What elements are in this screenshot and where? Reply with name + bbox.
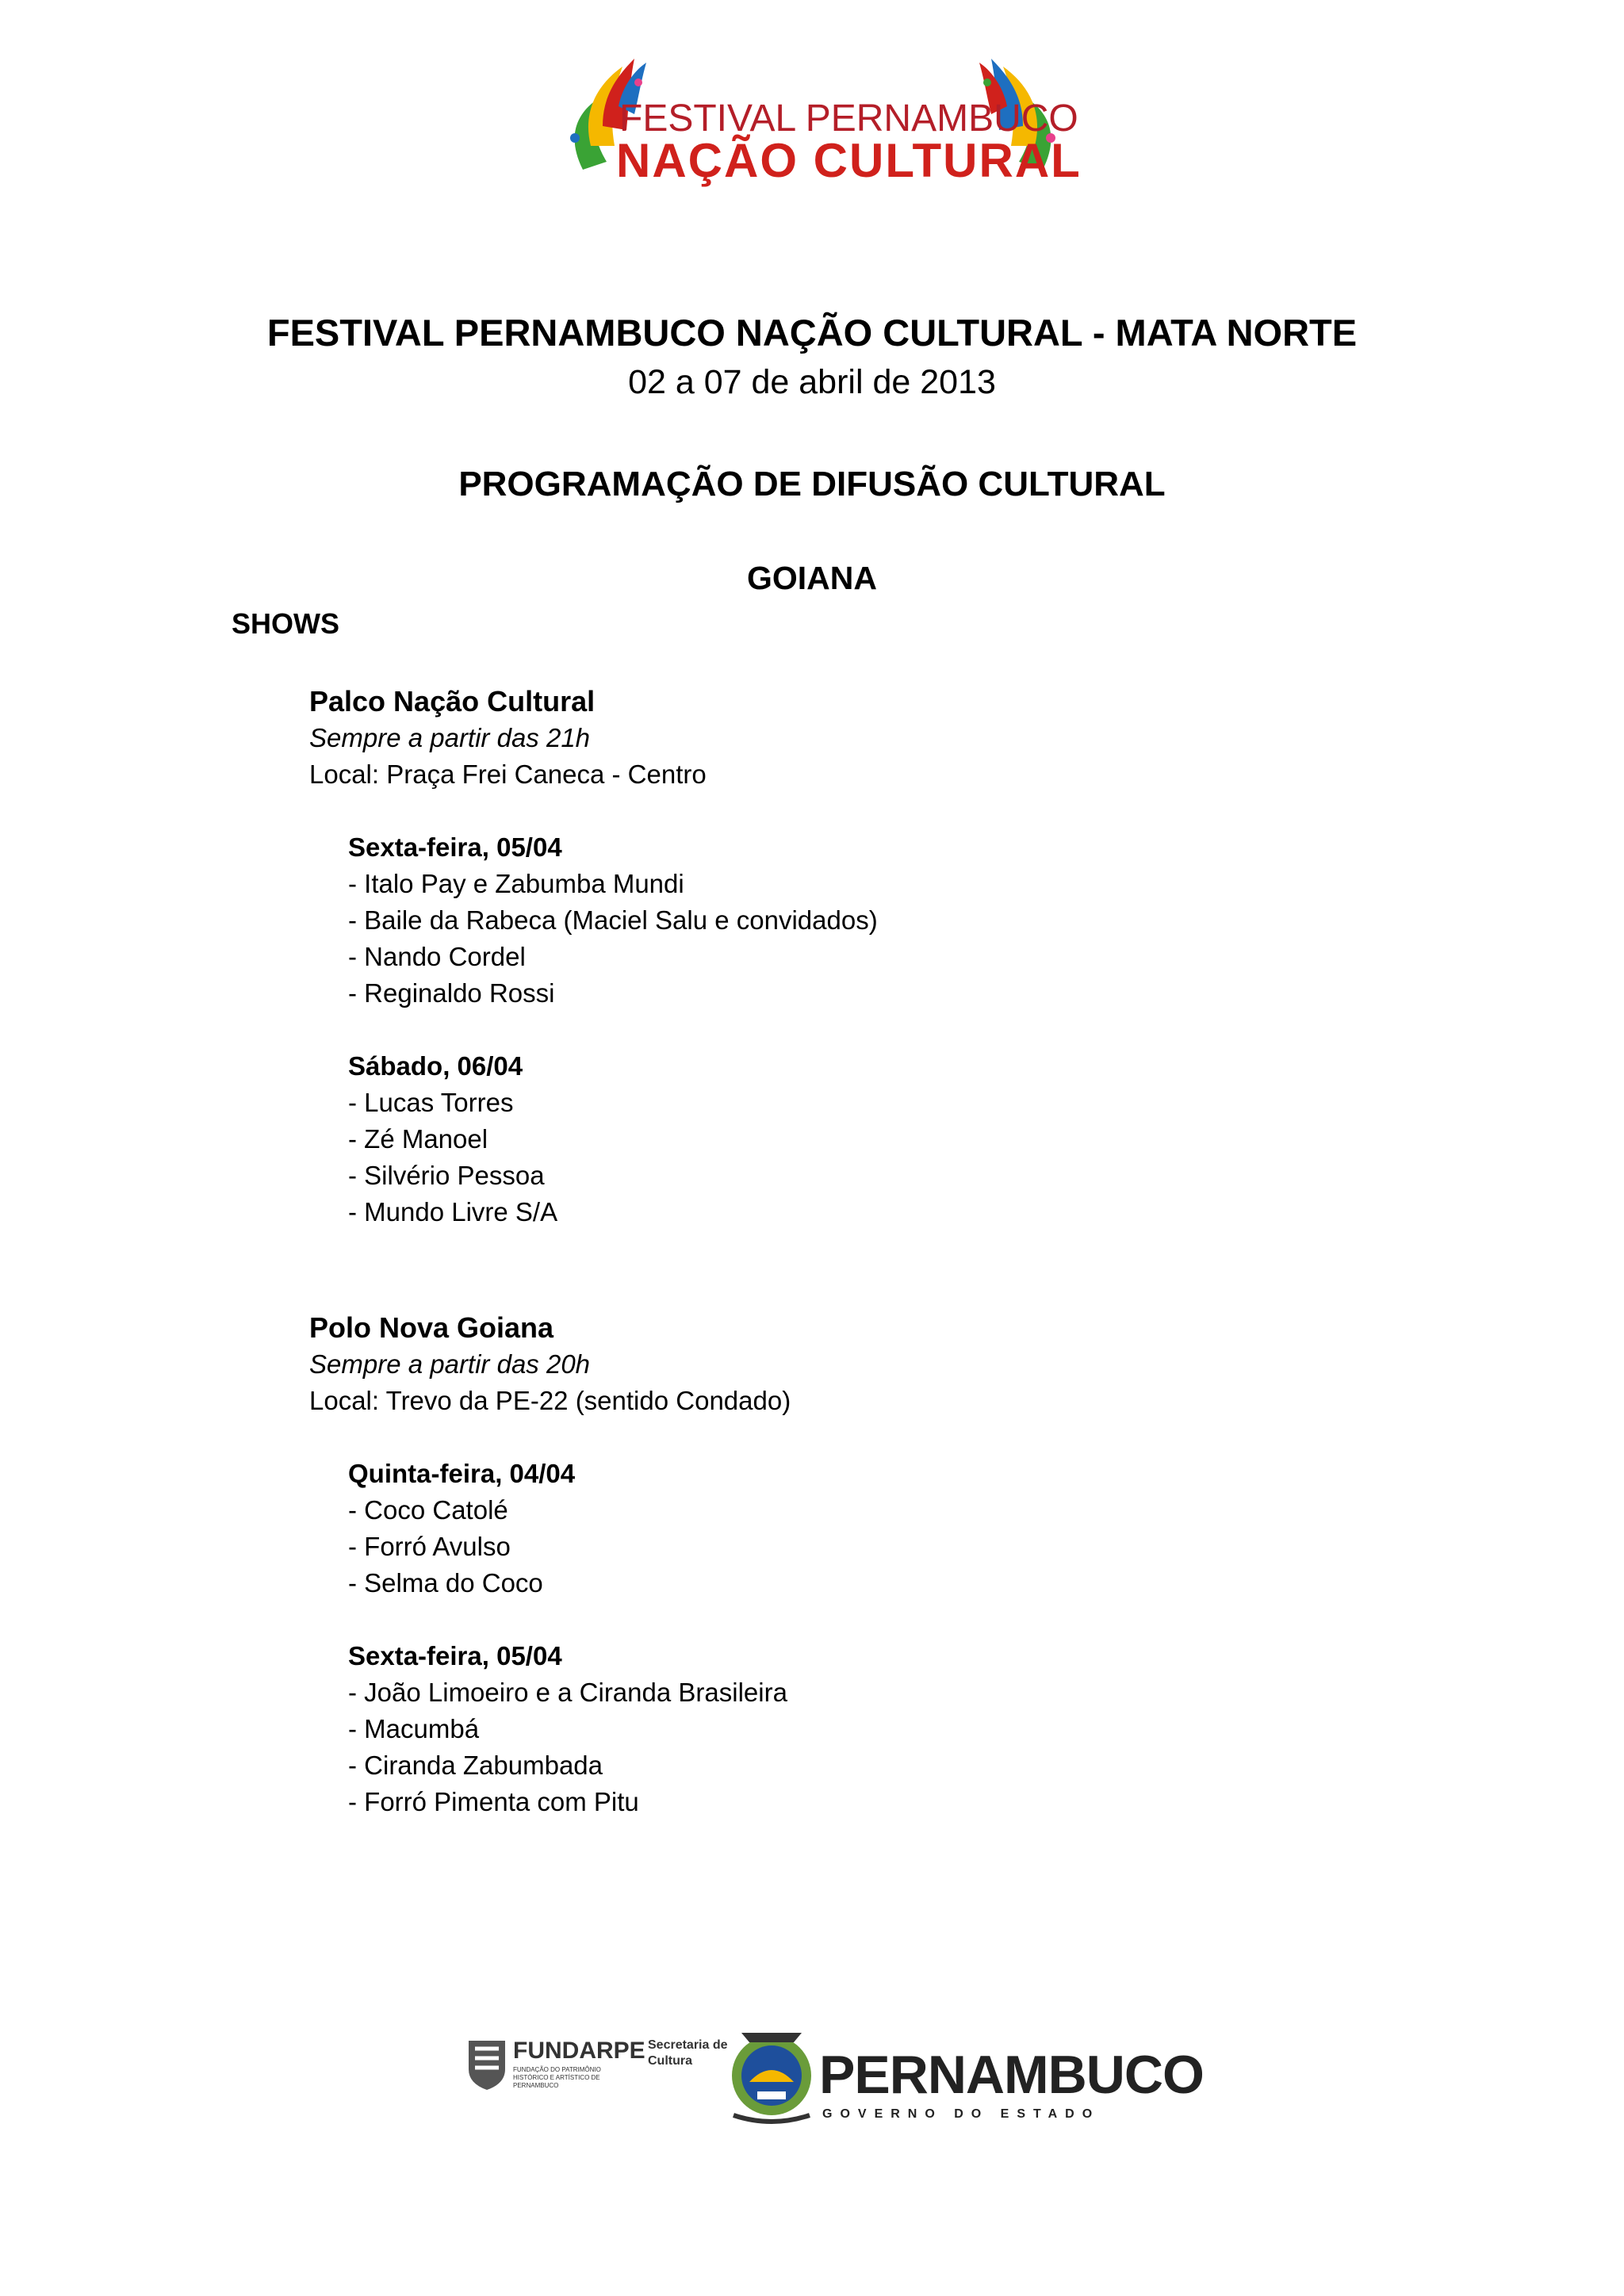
act-item: - Forró Pimenta com Pitu <box>348 1787 639 1816</box>
pernambuco-wordmark: PERNAMBUCO <box>819 2045 1204 2105</box>
act-item: - Lucas Torres <box>348 1088 514 1117</box>
act-item: - Silvério Pessoa <box>348 1161 545 1190</box>
stage-name: Polo Nova Goiana <box>309 1311 554 1344</box>
act-item: - Macumbá <box>348 1714 480 1743</box>
day-title: Sexta-feira, 05/04 <box>348 1641 562 1670</box>
logo-text-nacao-cultural: NAÇÃO CULTURAL <box>616 134 1082 187</box>
day-block <box>348 1456 1261 1601</box>
stage-location: Local: Praça Frei Caneca - Centro <box>309 760 707 789</box>
day-block <box>348 1048 1261 1230</box>
festival-logo <box>559 51 1082 190</box>
city-heading: GOIANA <box>747 560 877 596</box>
act-item: - Forró Avulso <box>348 1532 511 1561</box>
fundarpe-icon <box>469 2041 505 2090</box>
stage-block <box>309 683 1261 1230</box>
act-item: - Mundo Livre S/A <box>348 1197 558 1226</box>
stage-name: Palco Nação Cultural <box>309 685 596 718</box>
stage-block <box>309 1309 1261 1820</box>
day-title: Sexta-feira, 05/04 <box>348 832 562 862</box>
document-title: FESTIVAL PERNAMBUCO NAÇÃO CULTURAL - MATA NORTE <box>266 312 1358 354</box>
secretaria-cultura-label: Secretaria de Cultura <box>648 2038 728 2068</box>
fundarpe-wordmark: FUNDARPE <box>513 2038 645 2064</box>
document-subtitle: PROGRAMAÇÃO DE DIFUSÃO CULTURAL <box>458 465 1166 503</box>
footer-logos <box>464 2026 1204 2130</box>
act-item: - Italo Pay e Zabumba Mundi <box>348 869 684 898</box>
act-item: - Baile da Rabeca (Maciel Salu e convidados) <box>348 905 878 935</box>
act-item: - Selma do Coco <box>348 1568 543 1598</box>
stage-location: Local: Trevo da PE-22 (sentido Condado) <box>309 1386 791 1415</box>
governo-estado-label: GOVERNO DO ESTADO <box>822 2107 1101 2121</box>
act-item: - Reginaldo Rossi <box>348 978 555 1008</box>
fundarpe-subtitle: FUNDAÇÃO DO PATRIMÔNIO HISTÓRICO E ARTÍSTICO DE PERNAMBUCO <box>513 2066 601 2089</box>
day-block <box>348 1638 1261 1820</box>
act-item: - Coco Catolé <box>348 1495 508 1525</box>
document-dates: 02 a 07 de abril de 2013 <box>628 363 996 401</box>
stage-time: Sempre a partir das 20h <box>309 1349 591 1379</box>
act-item: - Ciranda Zabumbada <box>348 1751 603 1780</box>
act-item: - Zé Manoel <box>348 1124 488 1154</box>
logo-text-festival: FESTIVAL PERNAMBUCO <box>619 98 1078 140</box>
section-heading-shows: SHOWS <box>232 607 340 640</box>
act-item: - João Limoeiro e a Ciranda Brasileira <box>348 1678 787 1707</box>
act-item: - Nando Cordel <box>348 942 526 971</box>
stage-time: Sempre a partir das 21h <box>309 723 591 752</box>
day-title: Quinta-feira, 04/04 <box>348 1459 576 1488</box>
day-title: Sábado, 06/04 <box>348 1051 523 1081</box>
day-block <box>348 829 1261 1012</box>
